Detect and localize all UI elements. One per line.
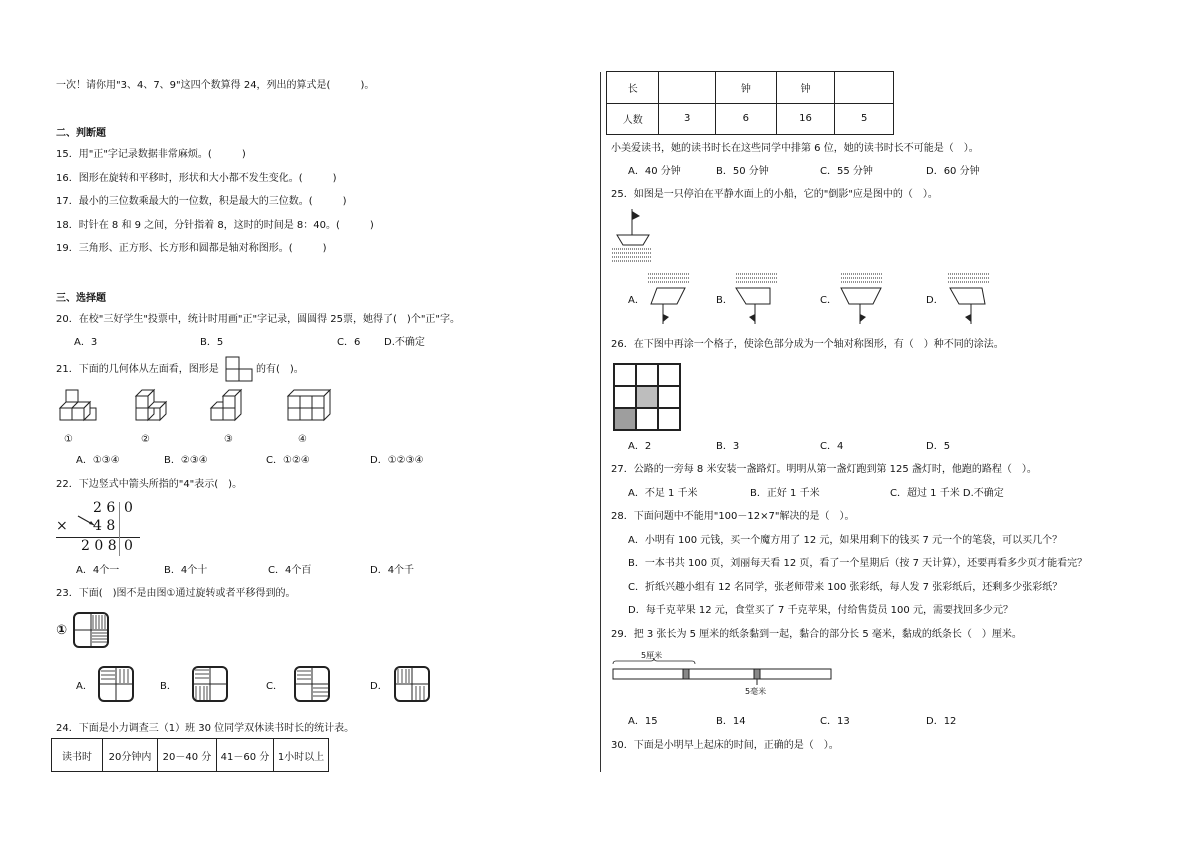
- question-25: 25．如图是一只停泊在平静水面上的小船，它的"倒影"应是图中的（ ）。: [611, 189, 938, 200]
- q22-row1: 2 6: [93, 500, 116, 516]
- q28-option-c: C．折纸兴趣小组有 12 名同学，张老师带来 100 张彩纸，每人发 7 张彩纸后，还剩多少张彩纸？: [628, 582, 1063, 593]
- q24-option-b: B．50 分钟: [716, 166, 769, 177]
- question-15: 15．用"正"字记录数据非常麻烦。( ): [56, 149, 246, 160]
- q22-option-c: C．4个百: [268, 565, 312, 576]
- q20-option-a: A．3: [74, 337, 98, 348]
- q24-option-a: A．40 分钟: [628, 166, 681, 177]
- q22-option-d: D．4个千: [370, 565, 415, 576]
- q23-option-b: B．: [160, 681, 177, 692]
- q25-reflection-a: [645, 272, 695, 326]
- q21-solid-figures: [56, 388, 426, 432]
- q25-option-a: A．: [628, 295, 645, 306]
- q23-figure-d: [394, 666, 430, 702]
- q24-option-d: D．60 分钟: [926, 166, 980, 177]
- q29-label-5mm: 5毫米: [745, 687, 767, 696]
- q24-reading-table-header: [51, 738, 329, 772]
- q25-option-d: D．: [926, 295, 944, 306]
- q21-option-d: D．①②③④: [370, 455, 424, 466]
- q22-result: 2 0 8: [81, 538, 117, 554]
- q23-option-c: C．: [266, 681, 283, 692]
- table-cell: [835, 72, 894, 104]
- question-29: 29．把 3 张长为 5 厘米的纸条黏到一起，黏合的部分长 5 毫米，黏成的纸条长（ ）厘米。: [611, 629, 1022, 640]
- q22-row2: 4 8: [93, 518, 116, 534]
- table-cell: 5: [835, 103, 894, 135]
- question-30: 30．下面是小明早上起床的时间，正确的是（ ）。: [611, 740, 839, 751]
- q23-figure-b: [192, 666, 228, 702]
- question-21-b: 的有( )。: [256, 364, 304, 375]
- q24-header-cell: 20－40 分: [158, 739, 217, 772]
- q22-times-sign: ×: [56, 518, 68, 534]
- question-21-a: 21．下面的几何体从左面看，图形是: [56, 364, 219, 375]
- q23-figure-a: [98, 666, 134, 702]
- table-cell: 钟: [716, 72, 777, 104]
- q23-option-d: D．: [370, 681, 388, 692]
- column-divider: [600, 72, 601, 772]
- q23-figure-c: [294, 666, 330, 702]
- question-20: 20．在校"三好学生"投票中，统计时用画"正"字记录，圆圆得 25票，她得了( )个"正"字。: [56, 314, 461, 325]
- table-cell: 6: [716, 103, 777, 135]
- q20-option-b: B．5: [200, 337, 224, 348]
- question-27: 27．公路的一旁每 8 米安装一盏路灯。明明从第一盏灯跑到第 125 盏灯时，他跑的路程（ ）。: [611, 464, 1037, 475]
- q29-label-5cm: 5厘米: [641, 651, 663, 660]
- intro-line: 一次！请你用"3、4、7、9"这四个数算得 24，列出的算式是( )。: [56, 80, 375, 91]
- q28-option-b: B．一本书共 100 页，刘丽每天看 12 页，看了一个星期后（按 7 天计算），还要再看多少页才能看完？: [628, 558, 1088, 569]
- q22-result-zero: 0: [124, 538, 133, 554]
- question-22: 22．下边竖式中箭头所指的"4"表示( )。: [56, 479, 243, 490]
- q29-option-c: C．13: [820, 716, 850, 727]
- q28-option-d: D．每千克苹果 12 元，食堂买了 7 千克苹果，付给售货员 100 元，需要找回多少元？: [628, 605, 1013, 616]
- q29-option-a: A．15: [628, 716, 658, 727]
- q25-reflection-c: [838, 272, 888, 326]
- question-26: 26．在下图中再涂一个格子，使涂色部分成为一个轴对称图形，有（ ）种不同的涂法。: [611, 339, 1004, 350]
- question-17: 17．最小的三位数乘最大的一位数，积是最大的三位数。( ): [56, 196, 347, 207]
- q22-row1-zero: 0: [124, 500, 133, 516]
- q27-option-b: B．正好 1 千米: [750, 488, 820, 499]
- q21-option-c: C．①②④: [266, 455, 310, 466]
- section-judgement-title: 二、判断题: [56, 128, 106, 139]
- q22-option-b: B．4个十: [164, 565, 208, 576]
- q26-option-a: A．2: [628, 441, 652, 452]
- q21-option-a: A．①③④: [76, 455, 120, 466]
- q24-header-cell: 20分钟内: [103, 739, 158, 772]
- q26-option-d: D．5: [926, 441, 951, 452]
- q25-option-c: C．: [820, 295, 837, 306]
- q21-label-4: ④: [298, 434, 307, 445]
- q26-option-b: B．3: [716, 441, 740, 452]
- q21-label-1: ①: [64, 434, 73, 445]
- question-16: 16．图形在旋转和平移时，形状和大小都不发生变化。( ): [56, 173, 337, 184]
- q28-option-a: A．小明有 100 元钱，买一个魔方用了 12 元，如果用剩下的钱买 7 元一个的笔袋，可以买几个？: [628, 535, 1063, 546]
- q29-paper-strip-figure: [610, 656, 835, 686]
- q26-grid-figure: [613, 363, 681, 431]
- q24-question-text: 小美爱读书，她的读书时长在这些同学中排第 6 位，她的读书时长不可能是（ ）。: [611, 143, 979, 154]
- q29-option-b: B．14: [716, 716, 746, 727]
- q26-option-c: C．4: [820, 441, 844, 452]
- table-cell: 3: [659, 103, 716, 135]
- question-18: 18．时针在 8 和 9 之间，分针指着 8，这时的时间是 8：40。( ): [56, 220, 374, 231]
- q24-option-c: C．55 分钟: [820, 166, 873, 177]
- q22-arrow-icon: [76, 514, 100, 528]
- q21-option-b: B．②③④: [164, 455, 208, 466]
- question-24: 24．下面是小力调查三（1）班 30 位同学双休读书时长的统计表。: [56, 723, 355, 734]
- question-23: 23．下面( )图不是由图①通过旋转或者平移得到的。: [56, 588, 296, 599]
- q25-boat-figure: [612, 205, 652, 265]
- q21-label-2: ②: [141, 434, 150, 445]
- q21-left-view-figure: [225, 356, 255, 382]
- q23-figure-1-mark: ①: [56, 623, 68, 638]
- q22-option-a: A．4个一: [76, 565, 120, 576]
- q25-reflection-d: [945, 272, 995, 326]
- q24-header-cell: 1小时以上: [274, 739, 329, 772]
- q24-header-cell: 读书时: [52, 739, 103, 772]
- table-cell: [659, 72, 716, 104]
- question-19: 19．三角形、正方形、长方形和圆都是轴对称图形。( ): [56, 243, 327, 254]
- q22-vertical-multiplication: [56, 500, 146, 556]
- q29-option-d: D．12: [926, 716, 957, 727]
- q25-reflection-b: [733, 272, 783, 326]
- table-cell: 16: [776, 103, 835, 135]
- q21-label-3: ③: [224, 434, 233, 445]
- q20-option-c: C．6: [337, 337, 361, 348]
- table-cell: 钟: [776, 72, 835, 104]
- q20-option-d: D.不确定: [384, 337, 425, 348]
- q24-reading-table-continued: [606, 71, 894, 135]
- q23-option-a: A．: [76, 681, 93, 692]
- table-cell: 人数: [607, 103, 659, 135]
- q24-header-cell: 41－60 分: [217, 739, 274, 772]
- q25-option-b: B．: [716, 295, 733, 306]
- table-cell: 长: [607, 72, 659, 104]
- question-28: 28．下面问题中不能用"100－12×7"解决的是（ ）。: [611, 511, 855, 522]
- q27-option-c: C．超过 1 千米 D.不确定: [890, 488, 1004, 499]
- q27-option-a: A．不足 1 千米: [628, 488, 698, 499]
- section-choice-title: 三、选择题: [56, 293, 106, 304]
- q23-figure-1: [73, 612, 109, 648]
